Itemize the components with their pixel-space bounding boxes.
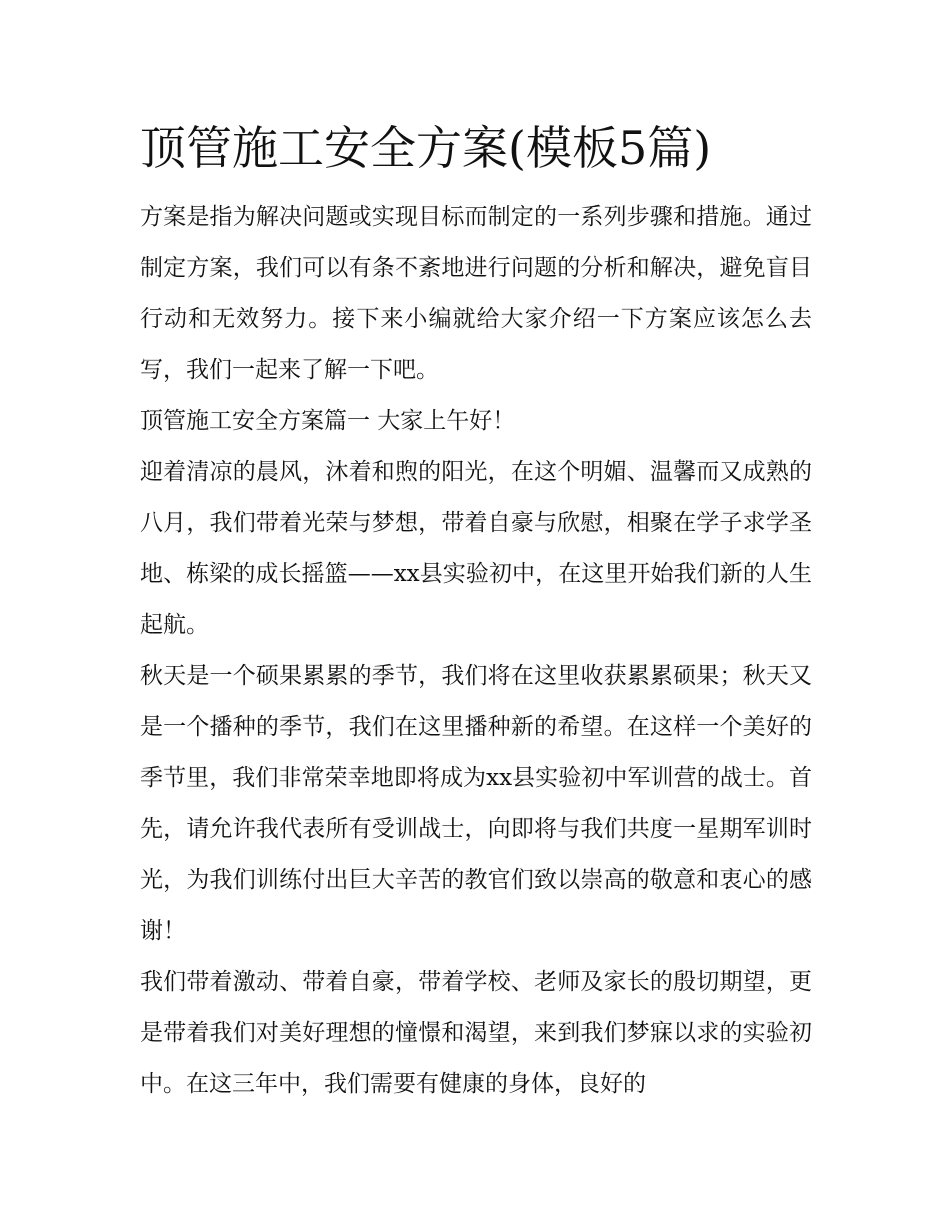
paragraph-autumn: 秋天是一个硕果累累的季节，我们将在这里收获累累硕果；秋天又是一个播种的季节，我们在这里播种新的希望。在这样一个美好的季节里，我们非常荣幸地即将成为xx县实验初中军训营的战士。首先，请允许我代表所有受训战士，向即将与我们共度一星期军训时光，为我们训练付出巨大辛苦的教官们致以崇高的敬意和衷心的感谢！ — [140, 663, 812, 944]
paragraph-expectations: 我们带着激动、带着自豪，带着学校、老师及家长的殷切期望，更是带着我们对美好理想的憧憬和渴望，来到我们梦寐以求的实验初中。在这三年中，我们需要有健康的身体，良好的 — [140, 969, 812, 1097]
paragraph-section-heading: 顶管施工安全方案篇一 大家上午好！ — [140, 408, 516, 434]
document-body — [140, 112, 812, 1110]
document-title: 顶管施工安全方案(模板5篇) — [140, 121, 712, 175]
paragraph-intro: 方案是指为解决问题或实现目标而制定的一系列步骤和措施。通过制定方案，我们可以有条不紊地进行问题的分析和解决，避免盲目行动和无效努力。接下来小编就给大家介绍一下方案应该怎么去写，我们一起来了解一下吧。 — [140, 204, 812, 383]
paragraph-morning: 迎着清凉的晨风，沐着和煦的阳光，在这个明媚、温馨而又成熟的八月，我们带着光荣与梦想，带着自豪与欣慰，相聚在学子求学圣地、栋梁的成长摇篮——xx县实验初中，在这里开始我们新的人生起航。 — [140, 459, 812, 638]
